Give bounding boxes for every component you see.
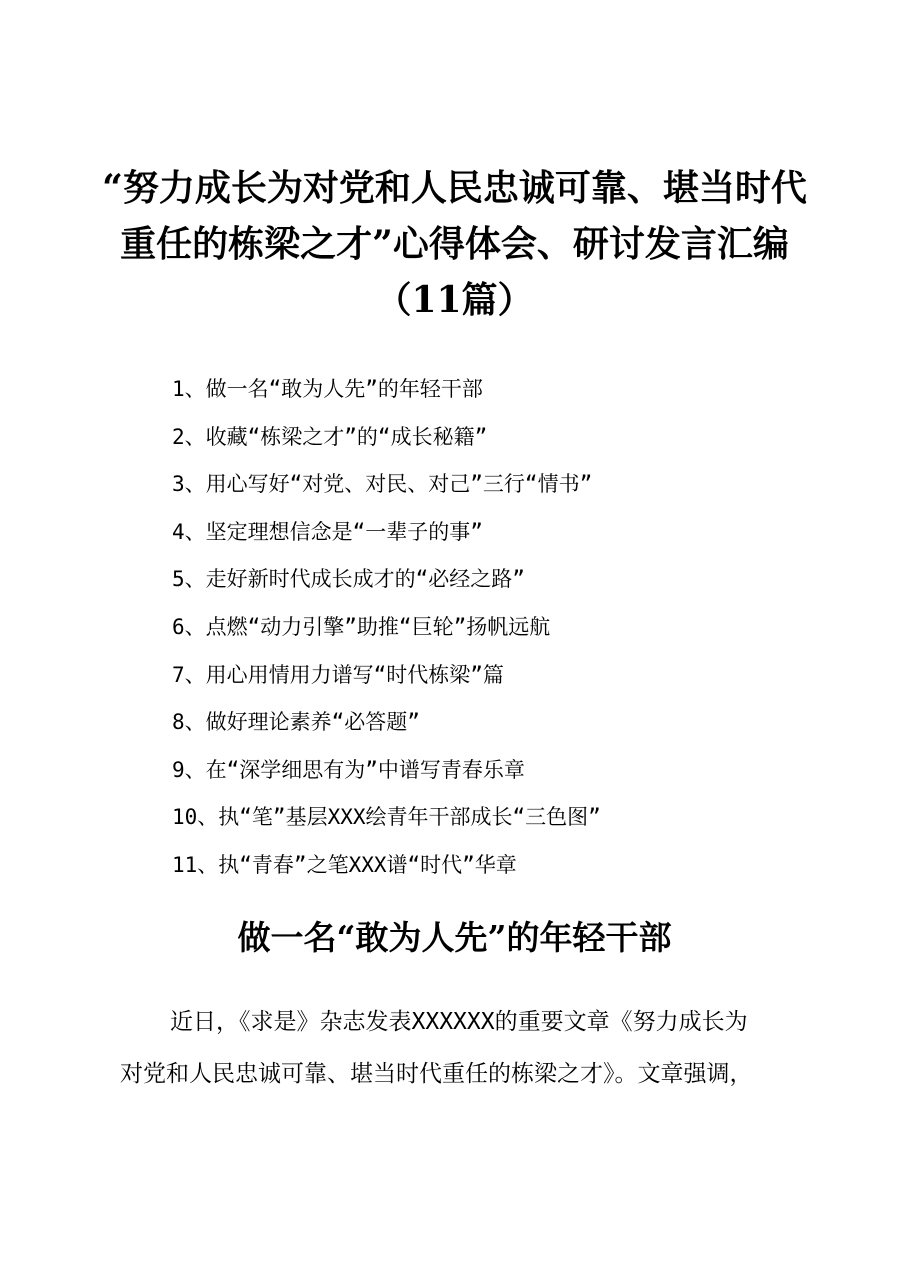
- toc-item: 5、走好新时代成长成才的“必经之路”: [172, 567, 525, 592]
- document-title-line: “努力成长为对党和人民忠诚可靠、堪当时代: [102, 167, 807, 209]
- section-heading: 做一名“敢为人先”的年轻干部: [237, 918, 672, 957]
- toc-item: 6、点燃“动力引擎”助推“巨轮”扬帆远航: [172, 614, 551, 639]
- body-line: 近日，《求是》杂志发表XXXXXX的重要文章《努力成长为: [170, 1009, 748, 1035]
- body-line: 对党和人民忠诚可靠、堪当时代重任的栋梁之才》。文章强调，: [120, 1061, 753, 1087]
- document-title: [60, 160, 849, 328]
- toc-item: 3、用心写好“对党、对民、对己”三行“情书”: [172, 472, 593, 497]
- toc-item: 10、执“笔”基层XXX绘青年干部成长“三色图”: [172, 805, 601, 830]
- document-title-line: 重任的栋梁之才”心得体会、研讨发言汇编: [120, 223, 789, 265]
- toc-item: 11、执“青春”之笔XXX谱“时代”华章: [172, 852, 517, 877]
- table-of-contents: [172, 366, 601, 890]
- toc-item: 1、做一名“敢为人先”的年轻干部: [172, 377, 483, 401]
- toc-item: 4、坚定理想信念是“一辈子的事”: [172, 519, 483, 544]
- toc-item: 9、在“深学细思有为”中谱写青春乐章: [172, 757, 525, 782]
- toc-item: 7、用心用情用力谱写“时代栋梁”篇: [172, 662, 504, 687]
- toc-item: 2、收藏“栋梁之才”的“成长秘籍”: [172, 424, 488, 449]
- document-title-line: （11篇）: [375, 279, 534, 321]
- toc-item: 8、做好理论素养“必答题”: [172, 710, 420, 735]
- body-paragraph: [120, 996, 810, 1100]
